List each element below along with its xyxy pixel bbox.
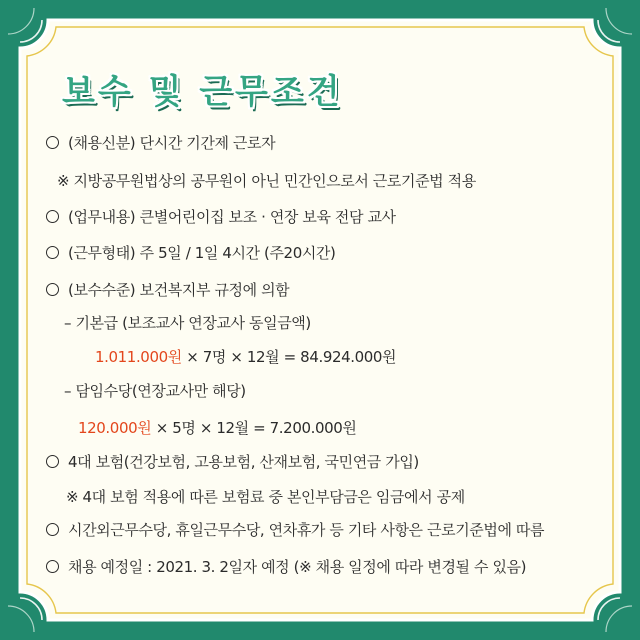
item-work-type bbox=[46, 243, 335, 263]
insurance-text: 4대 보험(건강보험, 고용보험, 산재보험, 국민연금 가입) bbox=[68, 453, 419, 471]
item-start-date bbox=[46, 557, 526, 577]
item-insurance bbox=[46, 452, 419, 472]
hollow-circle-icon bbox=[46, 210, 59, 223]
item-employment-status bbox=[46, 133, 275, 153]
base-pay-amount: 1.011.000원 bbox=[95, 348, 182, 366]
work-type-text: (근무형태) 주 5일 / 1일 4시간 (주20시간) bbox=[68, 244, 336, 262]
item-pay-level bbox=[46, 280, 289, 300]
pay-level-text: (보수수준) 보건복지부 규정에 의함 bbox=[68, 281, 290, 299]
homeroom-allowance-formula: × 5명 × 12월 = 7.200.000원 bbox=[155, 419, 357, 437]
item-other-allowances bbox=[46, 520, 544, 540]
hollow-circle-icon bbox=[46, 560, 59, 573]
base-pay-calculation bbox=[95, 347, 396, 367]
hollow-circle-icon bbox=[46, 246, 59, 259]
homeroom-allowance-amount: 120.000원 bbox=[78, 419, 152, 437]
item-employment-note: ※ 지방공무원법상의 공무원이 아닌 민간인으로서 근로기준법 적용 bbox=[57, 172, 476, 190]
employment-status-text: (채용신분) 단시간 기간제 근로자 bbox=[68, 134, 276, 152]
hollow-circle-icon bbox=[46, 523, 59, 536]
job-duties-text: (업무내용) 큰별어린이집 보조 · 연장 보육 전담 교사 bbox=[68, 208, 396, 226]
homeroom-allowance-calculation bbox=[78, 418, 357, 438]
homeroom-allowance-label: – 담임수당(연장교사만 해당) bbox=[64, 382, 246, 400]
hollow-circle-icon bbox=[46, 136, 59, 149]
base-pay-formula: × 7명 × 12월 = 84.924.000원 bbox=[186, 348, 397, 366]
hollow-circle-icon bbox=[46, 283, 59, 296]
item-insurance-note: ※ 4대 보험 적용에 따른 보험료 중 본인부담금은 임금에서 공제 bbox=[66, 488, 465, 506]
hollow-circle-icon bbox=[46, 455, 59, 468]
item-job-duties bbox=[46, 207, 396, 227]
start-date-text: 채용 예정일 : 2021. 3. 2일자 예정 (※ 채용 일정에 따라 변경될 수 있음) bbox=[68, 558, 527, 576]
page-title: 보수 및 근무조건 bbox=[62, 72, 343, 112]
other-allowances-text: 시간외근무수당, 휴일근무수당, 연차휴가 등 기타 사항은 근로기준법에 따름 bbox=[68, 521, 545, 539]
base-pay-label: – 기본급 (보조교사 연장교사 동일금액) bbox=[64, 314, 311, 332]
